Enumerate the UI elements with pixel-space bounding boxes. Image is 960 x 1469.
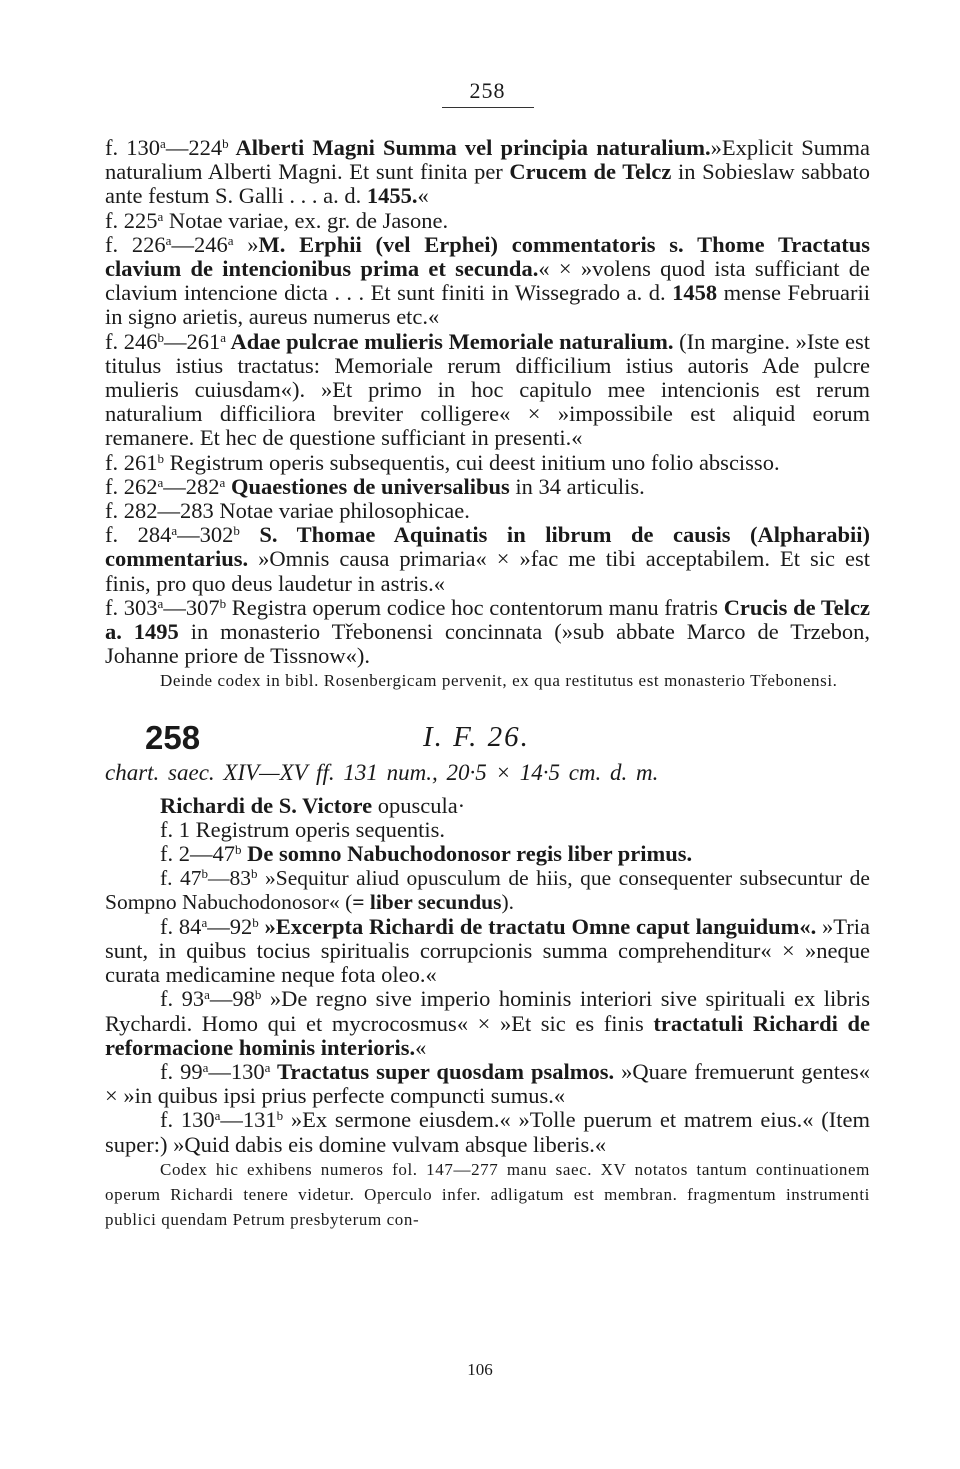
- codex-number: 258: [145, 719, 201, 757]
- codex-heading: [105, 719, 870, 759]
- item-f130: f. 130$^a$—131$^b$ »Ex sermone eiusdem.« »Tolle puerum et matrem eius.« (Item super:) »Quid dabis eis domine vulvam absque liberis.«: [105, 1107, 870, 1157]
- entry-f261: f. 261$^b$ Registrum operis subsequentis, cui deest initium uno folio abscisso.: [105, 449, 780, 475]
- provenance-note: Deinde codex in bibl. Rosenbergicam pervenit, ex qua restitutus est monasterio Třebonensi.: [160, 671, 838, 691]
- page-footer-number: 106: [467, 1360, 493, 1379]
- item-f84: f. 84$^a$—92$^b$ »Excerpta Richardi de tractatu Omne caput languidum«. »Tria sunt, in quibus tocius spiritualis corrupcionis summa comprehenditur« × »neque curata medicamine neque fota oleo.«: [105, 913, 870, 988]
- entry-f284: f. 284$^a$—302$^b$ S. Thomae Aquinatis in librum de causis (Alpharabii) commentarius. »Omnis causa primaria« × »fac me tibi acceptabilem. Et sic est finis, pro quo deus laudetur in astris.«: [105, 522, 870, 596]
- item-f2: f. 2—47$^b$ De somno Nabuchodonosor regis liber primus.: [160, 841, 693, 867]
- item-f47: f. 47$^b$—83$^b$ »Sequitur aliud opusculum de hiis, que consequenter subsecuntur de Sompno Nabuchodonosor« (= liber secundus).: [105, 866, 870, 915]
- entry-f246: f. 246$^b$—261$^a$ Adae pulcrae mulieris Memoriale naturalium. (In margine. »Iste est titulus istius tractatus: Memoriale rerum difficilium istius autoris Ade pulcre mulieris cuiusdam«). »Et primo in hoc capitulo mee intencionis est rerum naturalium difficiliora breviter colligere« × »impossibile est aliquid eorum remanere. Et hec de questione sufficiant in presenti.«: [105, 328, 870, 451]
- entry-f130: f. 130$^a$—224$^b$ Alberti Magni Summa vel principia naturalium.»Explicit Summa naturalium Alberti Magni. Et sunt finita per Crucem de Telcz in Sobieslaw sabbato ante festum S. Galli . . . a. d. 1455.«: [105, 135, 870, 209]
- item-f1: f. 1 Registrum operis sequentis.: [160, 816, 445, 842]
- shelfmark: I. F. 26.: [423, 721, 530, 754]
- codex-note: Codex hic exhibens numeros fol. 147—277 manu saec. XV notatos tantum continuationem operum Richardi tenere videtur. Operculo infer. adligatum est membran. fragmentum instrumenti publici quendam Petrum presbyterum con-: [105, 1159, 870, 1229]
- item-f99: f. 99$^a$—130$^a$ Tractatus super quosdam psalmos. »Quare fremuerunt gentes« × »in quibus ipsi prius perfecte compuncti sumus.«: [105, 1058, 870, 1109]
- codex-description: chart. saec. XIV—XV ff. 131 num., 20·5 × 14·5 cm. d. m.: [105, 760, 659, 786]
- entry-f262: f. 262$^a$—282$^a$ Quaestiones de universalibus in 34 articulis.: [105, 473, 645, 499]
- running-head: [105, 78, 870, 108]
- codex-author: Richardi de S. Victore opuscula·: [160, 792, 466, 818]
- entry-f225: f. 225$^a$ Notae variae, ex. gr. de Jasone.: [105, 207, 449, 233]
- entry-f303: f. 303$^a$—307$^b$ Registra operum codice hoc contentorum manu fratris Crucis de Telcz a. 1495 in monasterio Třebonensi concinnata (»sub abbate Marco de Trzebon, Johanne priore de Tissnow«).: [105, 594, 870, 669]
- page-body: [105, 78, 870, 1232]
- entry-f282: f. 282—283 Notae variae philosophicae.: [105, 498, 470, 524]
- entry-f226: f. 226$^a$—246$^a$ »M. Erphii (vel Erphei) commentatoris s. Thome Tractatus clavium de intencionibus prima et secunda.« × »volens quod ista sufficiant de clavium intencione dicta . . . Et sunt finiti in Wissegrado a. d. 1458 mense Februarii in signo arietis, aureus numerus etc.«: [105, 231, 871, 330]
- page-number-top: 258: [442, 78, 534, 108]
- item-f93: f. 93$^a$—98$^b$ »De regno sive imperio hominis interiori sive spirituali ex libris Rychardi. Homo qui et mycrocosmus« × »Et sic es finis tractatuli Richardi de reformacione hominis interioris.«: [105, 986, 871, 1060]
